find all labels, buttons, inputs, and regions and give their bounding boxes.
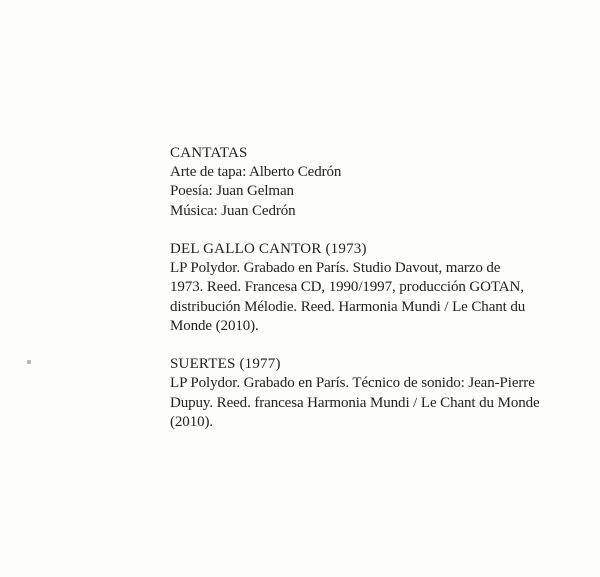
discography-text-column [170,144,575,451]
album-detail-line: Monde (2010). [170,317,259,334]
dust-speck [27,360,31,364]
album-detail-line: (2010). [170,413,214,430]
credit-line-cover-art: Arte de tapa: Alberto Cedrón [170,164,342,181]
album-detail-line: Dupuy. Reed. francesa Harmonia Mundi / Le Chant du Monde [170,394,540,411]
album-detail-line: LP Polydor. Grabado en París. Técnico de sonido: Jean-Pierre [170,375,535,392]
album-title: SUERTES (1977) [170,356,281,373]
album-section-del-gallo-cantor [170,240,575,336]
album-title: DEL GALLO CANTOR (1973) [170,241,367,257]
album-detail-line: 1973. Reed. Francesa CD, 1990/1997, producción GOTAN, [170,279,524,296]
album-detail-line: LP Polydor. Grabado en París. Studio Davout, marzo de [170,260,501,277]
album-section-suertes [170,355,575,432]
album-title: CANTATAS [170,145,248,161]
credit-line-poetry: Poesía: Juan Gelman [170,183,294,200]
album-section-cantatas [170,144,575,221]
credit-line-music: Música: Juan Cedrón [170,202,296,219]
album-detail-line: distribución Mélodie. Reed. Harmonia Mundi / Le Chant du [170,298,526,315]
